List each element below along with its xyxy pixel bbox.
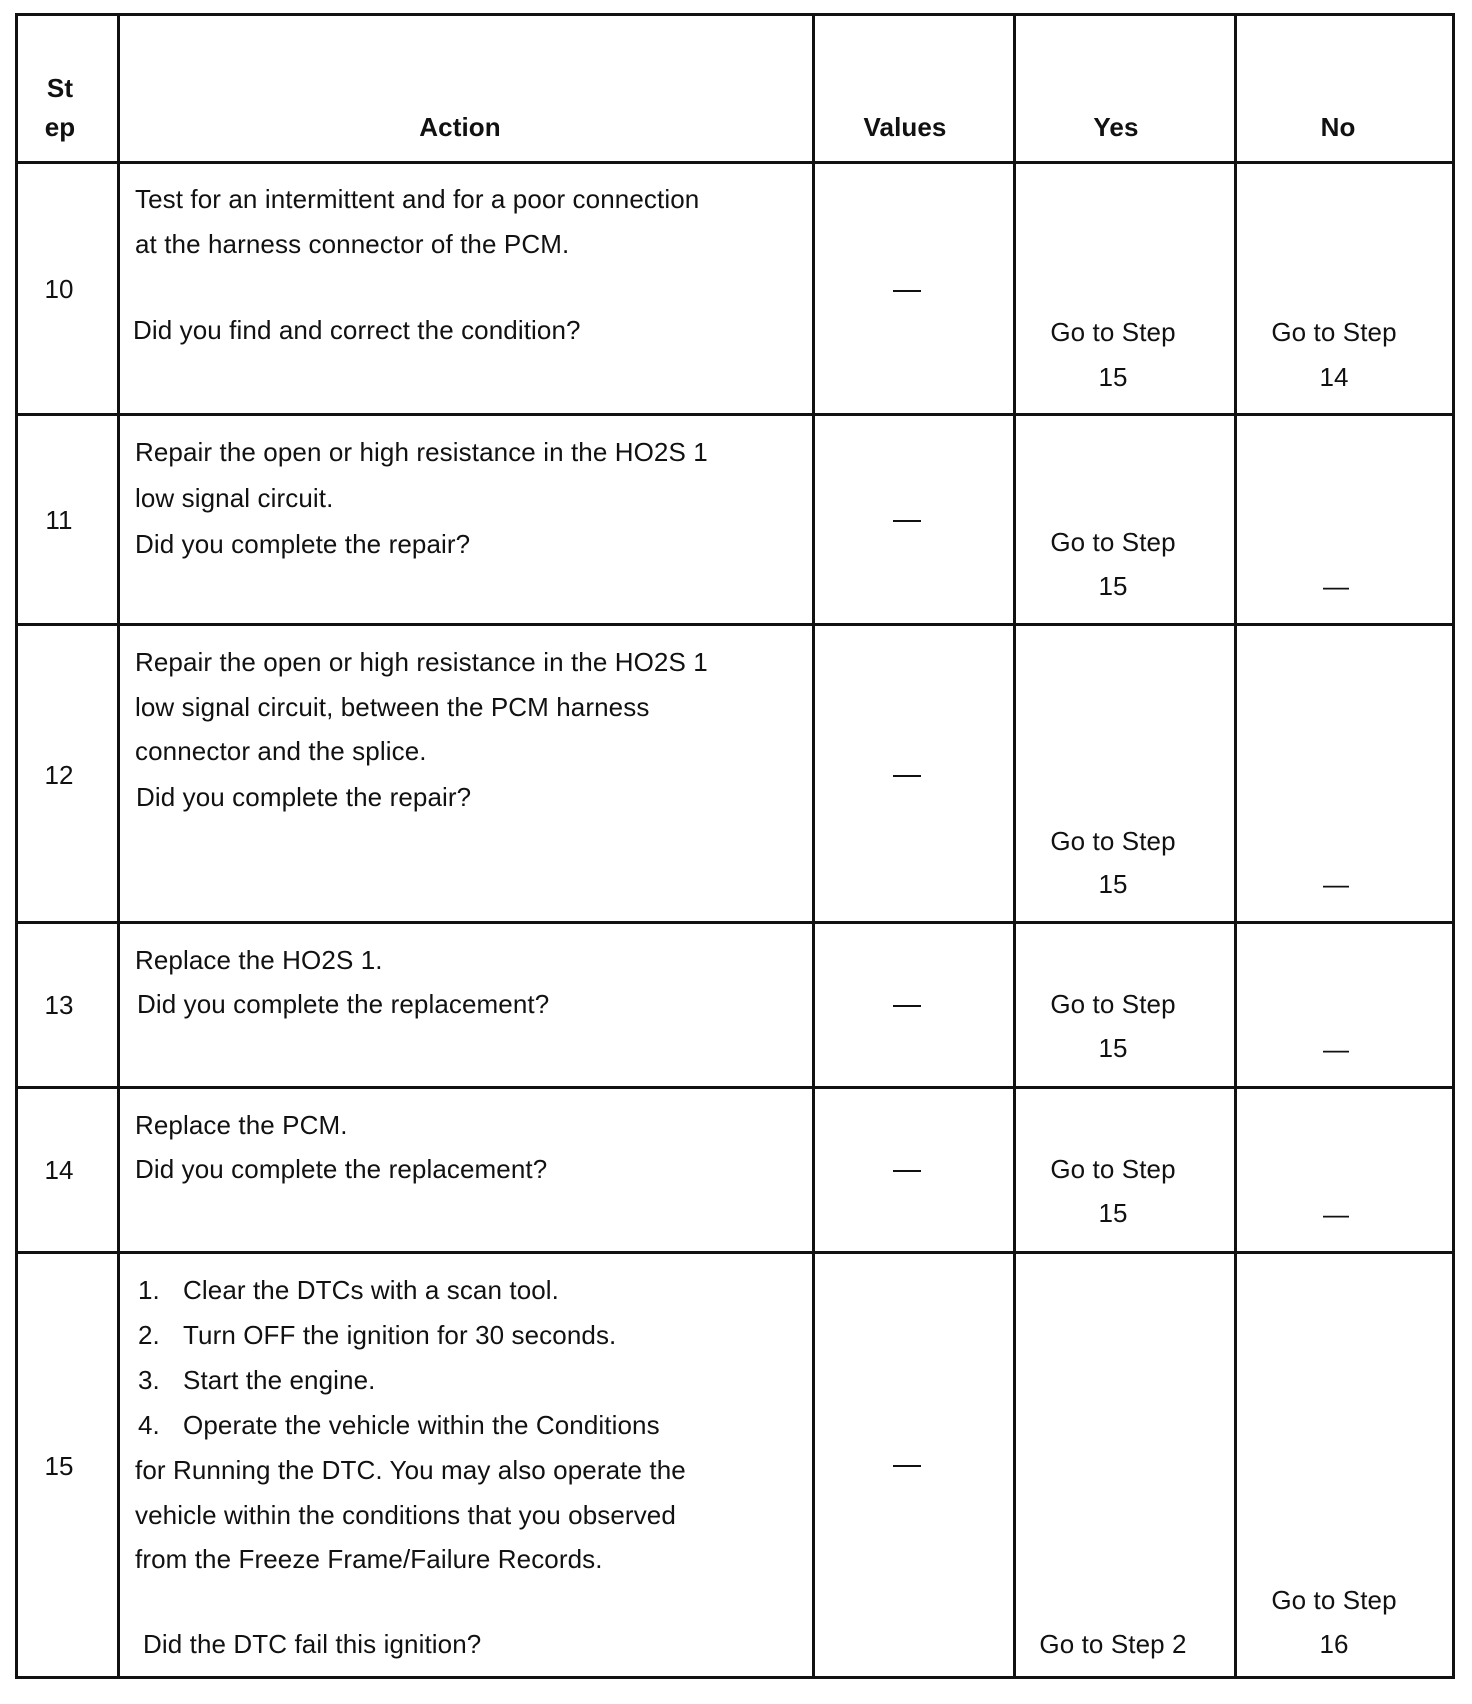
step-number: 10	[44, 274, 74, 304]
row-divider	[15, 161, 1455, 164]
no-result: —	[1322, 1034, 1350, 1064]
yes-result: Go to Step	[1050, 1154, 1176, 1184]
yes-result: Go to Step	[1050, 989, 1176, 1019]
list-number: 2.	[138, 1320, 160, 1350]
action-text: low signal circuit, between the PCM harness	[135, 692, 650, 722]
step-number: 12	[44, 760, 74, 790]
list-item: Start the engine.	[183, 1365, 376, 1395]
no-result: —	[1322, 571, 1350, 601]
values-dash	[893, 290, 921, 292]
step-number: 15	[44, 1451, 74, 1481]
list-item: Turn OFF the ignition for 30 seconds.	[183, 1320, 617, 1350]
action-question: Did you complete the replacement?	[137, 989, 550, 1019]
header-values: Values	[863, 112, 947, 142]
no-result: —	[1322, 1199, 1350, 1229]
values-dash	[893, 1005, 921, 1007]
action-text: Repair the open or high resistance in the HO2S 1	[135, 437, 708, 467]
no-result: 14	[1319, 362, 1349, 392]
header-action: Action	[419, 112, 501, 142]
header-step-line2: ep	[44, 112, 76, 142]
no-result: —	[1322, 869, 1350, 899]
row-divider	[15, 413, 1455, 416]
list-number: 3.	[138, 1365, 160, 1395]
list-item: Clear the DTCs with a scan tool.	[183, 1275, 560, 1305]
yes-result: Go to Step	[1050, 826, 1176, 856]
column-divider	[812, 13, 815, 1679]
list-item: Operate the vehicle within the Conditions	[183, 1410, 660, 1440]
row-divider	[15, 1086, 1455, 1089]
column-divider	[1013, 13, 1016, 1679]
no-result: 16	[1319, 1629, 1349, 1659]
column-divider	[1234, 13, 1237, 1679]
action-question: Did you find and correct the condition?	[133, 315, 581, 345]
action-text: Replace the HO2S 1.	[135, 945, 383, 975]
yes-result: 15	[1098, 869, 1128, 899]
step-number: 13	[44, 990, 74, 1020]
yes-result: 15	[1098, 571, 1128, 601]
action-question: Did you complete the replacement?	[135, 1154, 548, 1184]
row-divider	[15, 623, 1455, 626]
values-dash	[893, 1170, 921, 1172]
yes-result: 15	[1098, 362, 1128, 392]
list-number: 4.	[138, 1410, 160, 1440]
values-dash	[893, 1465, 921, 1467]
yes-result: Go to Step 2	[1039, 1629, 1187, 1659]
yes-result: Go to Step	[1050, 317, 1176, 347]
action-text: for Running the DTC. You may also operate the	[135, 1455, 686, 1485]
values-dash	[893, 775, 921, 777]
step-number: 14	[44, 1155, 74, 1185]
action-text: at the harness connector of the PCM.	[135, 229, 570, 259]
header-step-line1: St	[46, 73, 74, 103]
header-no: No	[1320, 112, 1356, 142]
step-number: 11	[45, 505, 73, 535]
list-number: 1.	[138, 1275, 160, 1305]
values-dash	[893, 520, 921, 522]
no-result: Go to Step	[1271, 1585, 1397, 1615]
action-text: vehicle within the conditions that you observed	[135, 1500, 676, 1530]
action-text: from the Freeze Frame/Failure Records.	[135, 1544, 603, 1574]
header-yes: Yes	[1093, 112, 1139, 142]
column-divider	[117, 13, 120, 1679]
action-text: low signal circuit.	[135, 483, 334, 513]
action-text: Repair the open or high resistance in the HO2S 1	[135, 647, 708, 677]
action-text: connector and the splice.	[135, 736, 427, 766]
row-divider	[15, 1251, 1455, 1254]
action-question: Did the DTC fail this ignition?	[143, 1629, 482, 1659]
action-question: Did you complete the repair?	[135, 529, 471, 559]
no-result: Go to Step	[1271, 317, 1397, 347]
yes-result: 15	[1098, 1033, 1128, 1063]
yes-result: Go to Step	[1050, 527, 1176, 557]
row-divider	[15, 921, 1455, 924]
yes-result: 15	[1098, 1198, 1128, 1228]
action-text: Replace the PCM.	[135, 1110, 348, 1140]
action-question: Did you complete the repair?	[136, 782, 472, 812]
action-text: Test for an intermittent and for a poor connection	[135, 184, 700, 214]
